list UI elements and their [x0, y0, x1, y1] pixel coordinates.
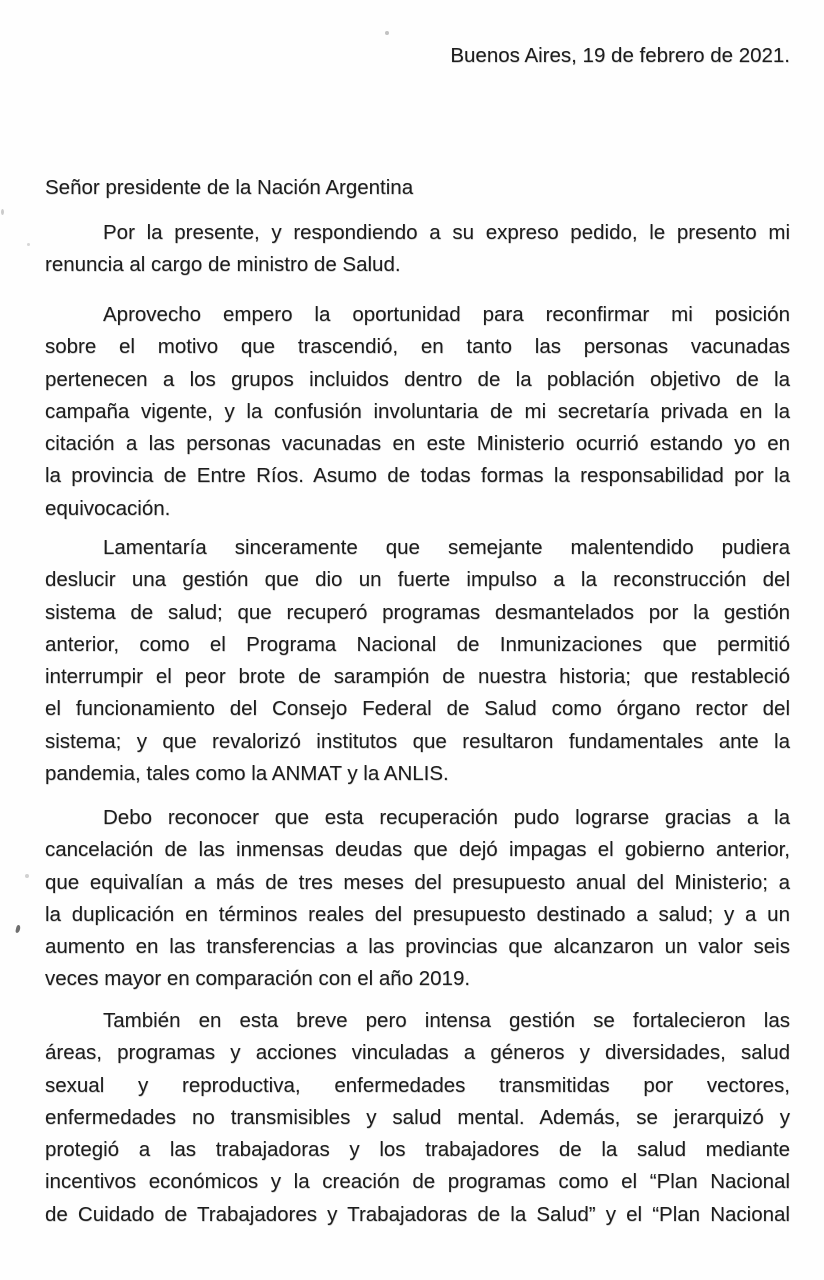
scan-speck — [25, 874, 29, 878]
text-line: la duplicación en términos reales del presupuesto destinado a salud; y a un — [45, 902, 790, 926]
text-line: sistema de salud; que recuperó programas desmantelados por la gestión — [45, 600, 790, 624]
paragraph — [45, 299, 790, 525]
text-line: cancelación de las inmensas deudas que dejó impagas el gobierno anterior, — [45, 838, 790, 862]
text-line: pandemia, tales como la ANMAT y la ANLIS. — [45, 762, 449, 786]
text-line: Lamentaría sinceramente que semejante malentendido pudiera — [103, 536, 790, 559]
paragraph — [45, 217, 790, 282]
text-line: renuncia al cargo de ministro de Salud. — [45, 253, 401, 277]
text-line: También en esta breve pero intensa gestión se fortalecieron las — [103, 1009, 790, 1032]
text-line: que equivalían a más de tres meses del presupuesto anual del Ministerio; a — [45, 870, 790, 894]
text-line: Por la presente, y respondiendo a su expreso pedido, le presento mi — [103, 221, 790, 244]
text-line: sobre el motivo que trascendió, en tanto las personas vacunadas — [45, 335, 790, 359]
text-line: anterior, como el Programa Nacional de Inmunizaciones que permitió — [45, 632, 790, 656]
text-line: aumento en las transferencias a las provincias que alcanzaron un valor seis — [45, 935, 790, 959]
text-line: equivocación. — [45, 496, 171, 520]
salutation: Señor presidente de la Nación Argentina — [45, 176, 414, 199]
scan-speck — [1, 209, 4, 215]
text-line: áreas, programas y acciones vinculadas a géneros y diversidades, salud — [45, 1041, 790, 1065]
text-line: Aprovecho empero la oportunidad para reconfirmar mi posición — [103, 303, 790, 326]
text-line: enfermedades no transmisibles y salud mental. Además, se jerarquizó y — [45, 1105, 790, 1129]
text-line: protegió a las trabajadoras y los trabajadores de la salud mediante — [45, 1138, 790, 1162]
text-line: pertenecen a los grupos incluidos dentro de la población objetivo de la — [45, 367, 790, 391]
scan-speck — [27, 243, 30, 246]
text-line: de Cuidado de Trabajadores y Trabajadoras de la Salud” y el “Plan Nacional — [45, 1202, 790, 1226]
paragraph — [45, 1005, 790, 1231]
text-line: sexual y reproductiva, enfermedades transmitidas por vectores, — [45, 1073, 790, 1097]
paragraph — [45, 802, 790, 996]
text-line: la provincia de Entre Ríos. Asumo de todas formas la responsabilidad por la — [45, 464, 790, 488]
text-line: Debo reconocer que esta recuperación pudo lograrse gracias a la — [103, 806, 790, 829]
date-line: Buenos Aires, 19 de febrero de 2021. — [450, 44, 790, 67]
text-line: sistema; y que revalorizó institutos que resultaron fundamentales ante la — [45, 729, 790, 753]
text-line: citación a las personas vacunadas en este Ministerio ocurrió estando yo en — [45, 432, 790, 456]
text-line: veces mayor en comparación con el año 2019. — [45, 967, 471, 991]
text-line: incentivos económicos y la creación de programas como el “Plan Nacional — [45, 1170, 790, 1194]
text-line: el funcionamiento del Consejo Federal de Salud como órgano rector del — [45, 697, 790, 721]
text-line: campaña vigente, y la confusión involuntaria de mi secretaría privada en la — [45, 399, 790, 423]
text-line: deslucir una gestión que dio un fuerte impulso a la reconstrucción del — [45, 568, 790, 592]
scan-speck — [385, 31, 389, 35]
text-line: interrumpir el peor brote de sarampión de nuestra historia; que restableció — [45, 665, 790, 689]
paragraph — [45, 532, 790, 790]
